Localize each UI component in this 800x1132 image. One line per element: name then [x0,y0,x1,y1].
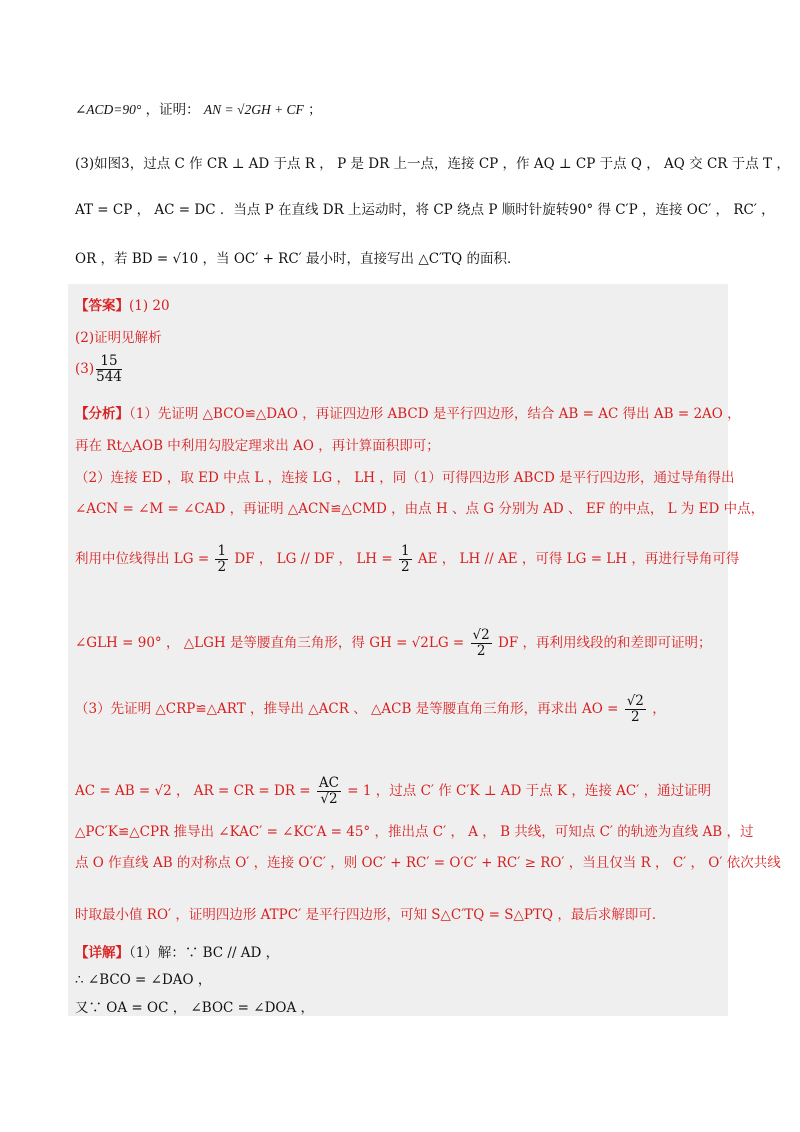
answer-3-prefix: (3) [75,361,95,377]
analysis-line-3: （2）连接 ED ，取 ED 中点 L ，连接 LG ， LH ，同（1）可得四边形 ABCD 是平行四边形，通过导角得出 [75,470,735,486]
analysis-7b: ， [652,701,666,717]
ao-fraction [625,694,646,725]
detail-text-1: （1）解：∵ BC // AD ， [129,945,280,961]
analysis-line-2: 再在 Rt△AOB 中利用勾股定理求出 AO ，再计算面积即可； [75,438,440,454]
analysis-line-5 [75,544,739,575]
answer-line-3 [75,354,124,385]
answer-line-1 [75,294,170,314]
half-den-1: 2 [217,559,227,575]
analysis-8a: AC = AB = √2 ， AR = CR = DR = [75,783,311,799]
answer-1: (1) 20 [129,298,170,314]
half-num-1: 1 [217,543,227,559]
analysis-8b: = 1 ，过点 C′ 作 C′K ⊥ AD 于点 K ，连接 AC′ ，通过证明 [347,783,712,799]
detail-line-2: ∴ ∠BCO = ∠DAO ， [75,972,212,988]
prove-label: ，证明： [145,102,200,118]
problem-line-3: AT = CP ， AC = DC ．当点 P 在直线 DR 上运动时，将 CP 绕点 P 顺时针旋转90° 得 C′P ，连接 OC′ ， RC′ ， [75,202,775,218]
problem-line-4: OR ，若 BD = √10 ，当 OC′ + RC′ 最小时，直接写出 △C′TQ 的面积． [75,251,521,267]
analysis-line-11: 时取最小值 RO′ ，证明四边形 ATPC′ 是平行四边形，可知 S△C′TQ = S△PTQ ，最后求解即可． [75,907,666,923]
answer-label: 【答案】 [75,298,129,314]
analysis-5c: AE ， LH // AE ，可得 LG = LH ，再进行导角可得 [417,551,740,567]
analysis-5a: 利用中位线得出 LG = [75,551,210,567]
detail-label: 【详解】 [75,945,129,961]
analysis-line-4: ∠ACN = ∠M = ∠CAD ，再证明 △ACN≌△CMD ，由点 H 、点 G 分别为 AD 、 EF 的中点， L 为 ED 中点， [75,501,765,517]
answer-3-numerator: 15 [96,354,122,370]
root2-half-fraction [471,628,492,659]
analysis-line-9: △PC′K≌△CPR 推导出 ∠KAC′ = ∠KC′A = 45° ，推出点 C′ ， A ， B 共线，可知点 C′ 的轨迹为直线 AB ，过 [75,824,754,840]
problem-line-1 [75,98,322,118]
analysis-label: 【分析】 [75,406,129,422]
answer-3-fraction [96,354,122,385]
analysis-text-1: （1）先证明 △BCO≌△DAO ，再证四边形 ABCD 是平行四边形，结合 AB = AC 得出 AB = 2AO ， [129,406,741,422]
ac-den: √2 [320,791,338,807]
semicolon: ； [308,102,322,118]
analysis-5b: DF ， LG // DF ， LH = [234,551,393,567]
answer-line-2: (2)证明见解析 [75,330,162,346]
problem-line-2: (3)如图3，过点 C 作 CR ⊥ AD 于点 R ， P 是 DR 上一点，连接 CP ，作 AQ ⊥ CP 于点 Q ， AQ 交 CR 于点 T ， [75,156,790,172]
analysis-6b: DF ，再利用线段的和差即可证明； [498,635,712,651]
analysis-7a: （3）先证明 △CRP≌△ART ，推导出 △ACR 、 △ACB 是等腰直角三角形，再求出 AO = [75,701,619,717]
answer-3-denominator: 544 [96,369,122,385]
root2-num: √2 [472,627,490,643]
root2-den: 2 [476,643,486,659]
ao-num: √2 [626,693,644,709]
analysis-line-6 [75,628,712,659]
detail-line-1 [75,941,279,961]
analysis-line-10: 点 O 作直线 AB 的对称点 O′ ，连接 O′C′ ，则 OC′ + RC′ = O′C′ + RC′ ≥ RO′ ，当且仅当 R ， C′ ， O′ 依次共线 [75,855,781,871]
ao-den: 2 [630,709,640,725]
half-den-2: 2 [400,559,410,575]
half-num-2: 1 [400,543,410,559]
detail-line-3: 又∵ OA = OC ， ∠BOC = ∠DOA ， [75,1000,314,1016]
prove-formula: AN = √2GH + CF [203,102,304,117]
ac-num: AC [318,775,339,791]
ac-over-root2 [317,776,341,807]
angle-acd: ∠ACD=90° [75,102,142,117]
analysis-line-1 [75,402,741,422]
analysis-line-8 [75,776,711,807]
analysis-line-7 [75,694,666,725]
analysis-6a: ∠GLH = 90° ， △LGH 是等腰直角三角形，得 GH = √2LG = [75,635,465,651]
half-fraction-1 [215,544,228,575]
half-fraction-2 [399,544,412,575]
